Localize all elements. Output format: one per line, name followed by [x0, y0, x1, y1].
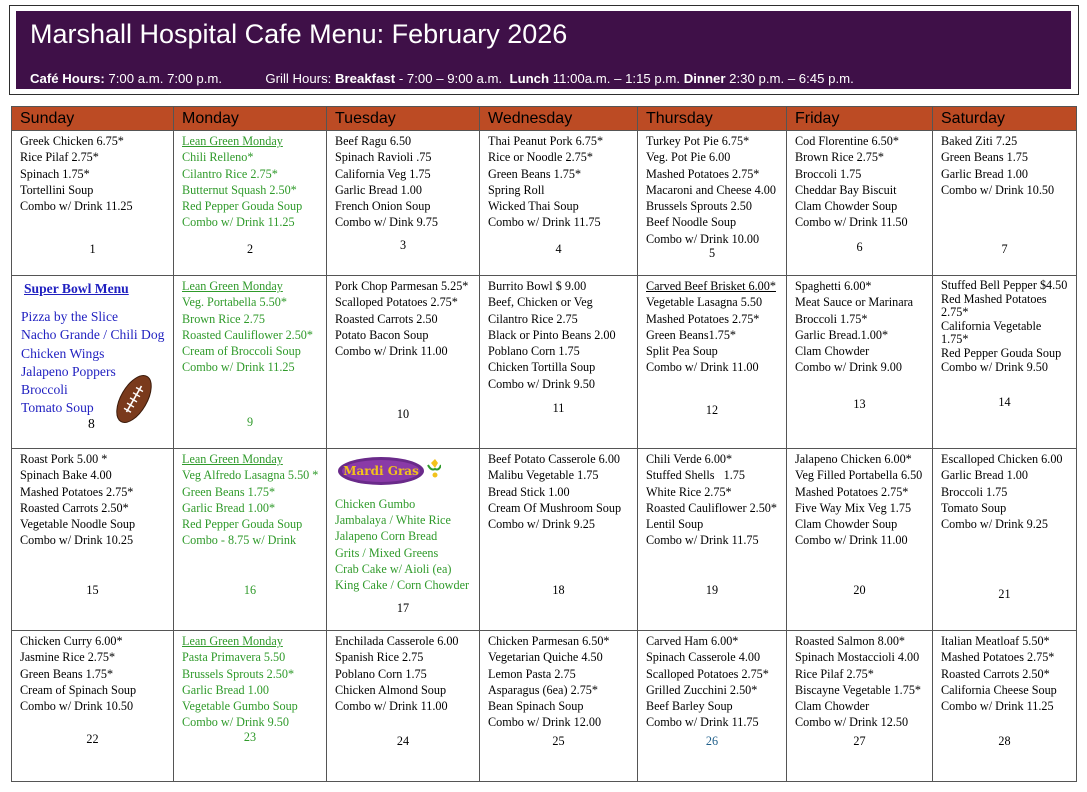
- menu-item: Meat Sauce or Marinara: [795, 295, 914, 310]
- menu-item: Black or Pinto Beans 2.00: [488, 327, 616, 342]
- day-number: 22: [86, 732, 99, 746]
- day-cell: [174, 131, 327, 276]
- menu-item: Burrito Bowl $ 9.00: [488, 279, 587, 293]
- menu-item: Garlic Bread 1.00*: [182, 500, 276, 515]
- menu-item: Cream Of Mushroom Soup: [488, 500, 622, 515]
- day-cell: [327, 631, 480, 782]
- menu-item: Chili Relleno*: [182, 150, 254, 165]
- weekday-monday: Monday: [174, 107, 327, 131]
- menu-item: Combo w/ Drink 11.00: [335, 344, 448, 359]
- menu-item: Green Beans1.75*: [646, 327, 737, 342]
- menu-item: Lentil Soup: [646, 517, 704, 532]
- day-cell: [12, 631, 174, 782]
- day-number: 15: [86, 583, 99, 597]
- dinner-label: Dinner: [683, 71, 726, 86]
- menu-item: Greek Chicken 6.75*: [20, 134, 124, 148]
- day-number: 12: [705, 403, 719, 417]
- menu-item: Mashed Potatoes 2.75*: [941, 650, 1055, 665]
- day-cell-mardi-gras: [327, 449, 480, 631]
- menu-item: Combo w/ Drink 11.25: [941, 699, 1054, 714]
- menu-item: Beef Potato Casserole 6.00: [488, 452, 621, 466]
- menu-item: Rice Pilaf 2.75*: [795, 666, 874, 681]
- breakfast-hours: - 7:00 – 9:00 a.m.: [398, 71, 503, 86]
- day-cell: [480, 276, 638, 449]
- menu-item: Broccoli 1.75: [941, 484, 1008, 499]
- menu-item: Veg. Pot Pie 6.00: [646, 150, 731, 165]
- menu-item: Green Beans 1.75*: [20, 666, 114, 681]
- menu-item: Cod Florentine 6.50*: [795, 134, 899, 148]
- menu-item: Combo w/ Drink 10.50: [941, 182, 1055, 197]
- day-cell: [787, 449, 933, 631]
- day-cell: [174, 449, 327, 631]
- menu-item: Combo w/ Drink 9.25: [488, 517, 595, 532]
- menu-item: Tomato Soup: [941, 500, 1007, 515]
- menu-item: Brussels Sprouts 2.50*: [182, 666, 295, 681]
- day-number: 16: [243, 583, 257, 597]
- day-number: 5: [708, 246, 716, 260]
- menu-item: Broccoli 1.75*: [795, 311, 868, 326]
- menu-item: Spaghetti 6.00*: [795, 279, 872, 293]
- menu-item: Roasted Carrots 2.50*: [20, 500, 129, 515]
- menu-item: Five Way Mix Veg 1.75: [795, 500, 912, 515]
- menu-item: Vegetable Gumbo Soup: [182, 699, 298, 714]
- day-number: 10: [396, 407, 410, 421]
- menu-item: Tortellini Soup: [20, 182, 94, 197]
- menu-item: Chili Verde 6.00*: [646, 452, 733, 466]
- menu-item: Butternut Squash 2.50*: [182, 182, 297, 197]
- weekday-thursday: Thursday: [638, 107, 787, 131]
- menu-item: Clam Chowder: [795, 699, 870, 714]
- menu-item: Garlic Bread.1.00*: [795, 327, 889, 342]
- day-cell: [638, 631, 787, 782]
- menu-item: Grilled Zucchini 2.50*: [646, 682, 758, 697]
- menu-item: Chicken Parmesan 6.50*: [488, 634, 610, 648]
- day-number: 23: [243, 730, 257, 744]
- header-band: [16, 11, 1071, 89]
- menu-item: Garlic Bread 1.00: [941, 166, 1028, 181]
- page-title: Marshall Hospital Cafe Menu: February 2026: [30, 19, 568, 49]
- menu-item: Brussels Sprouts 2.50: [646, 199, 752, 214]
- cafe-hours-value: 7:00 a.m. 7:00 p.m.: [108, 71, 223, 86]
- menu-item: Garlic Bread 1.00: [182, 682, 269, 697]
- menu-item: Mashed Potatoes 2.75*: [20, 484, 134, 499]
- menu-item: Combo w/ Drink 10.25: [20, 533, 134, 548]
- menu-item: Italian Meatloaf 5.50*: [941, 634, 1050, 648]
- hours-line: [30, 71, 854, 86]
- menu-item: Carved Ham 6.00*: [646, 634, 739, 648]
- lean-green-monday-label: Lean Green Monday: [182, 634, 283, 648]
- day-number: 11: [552, 401, 565, 415]
- menu-item: Jalapeno Poppers: [21, 363, 116, 379]
- menu-item: Spinach Bake 4.00: [20, 468, 112, 483]
- mardi-gras-logo: [327, 449, 479, 492]
- menu-item: Green Beans 1.75: [941, 150, 1028, 165]
- day-cell: [638, 449, 787, 631]
- menu-item: Potato Bacon Soup: [335, 327, 429, 342]
- day-cell-super-bowl: [12, 276, 174, 449]
- weekday-friday: Friday: [787, 107, 933, 131]
- menu-item: Lemon Pasta 2.75: [488, 666, 576, 681]
- menu-item: Roasted Carrots 2.50*: [941, 666, 1050, 681]
- menu-item: Asparagus (6ea) 2.75*: [488, 682, 598, 697]
- menu-item: Combo w/ Drink 12.50: [795, 715, 909, 730]
- menu-item: Vegetarian Quiche 4.50: [488, 650, 603, 665]
- menu-item: Cilantro Rice 2.75: [488, 311, 578, 326]
- day-cell: [933, 131, 1077, 276]
- menu-item: Pizza by the Slice: [21, 309, 119, 325]
- menu-item: Spanish Rice 2.75: [335, 650, 424, 665]
- menu-item: Brown Rice 2.75: [182, 311, 265, 326]
- menu-item: Roasted Carrots 2.50: [335, 311, 438, 326]
- day-cell: [12, 449, 174, 631]
- menu-item: Clam Chowder Soup: [795, 199, 898, 214]
- menu-item: Combo w/ Drink 9.50: [182, 715, 289, 730]
- menu-item: Macaroni and Cheese 4.00: [646, 182, 776, 197]
- menu-item: Green Beans 1.75*: [488, 166, 582, 181]
- menu-item: California Vegetable: [941, 318, 1042, 333]
- day-cell: [174, 631, 327, 782]
- menu-item: Clam Chowder Soup: [795, 517, 898, 532]
- menu-item: Combo w/ Drink 9.50: [941, 359, 1048, 374]
- menu-item: Biscayne Vegetable 1.75*: [795, 682, 922, 697]
- menu-item: Beef Barley Soup: [646, 699, 733, 714]
- day-cell: [480, 631, 638, 782]
- day-cell: [787, 631, 933, 782]
- menu-item: 1.75*: [941, 332, 969, 347]
- menu-item: Combo w/ Drink 12.00: [488, 715, 602, 730]
- menu-item: Stuffed Shells 1.75: [646, 468, 745, 483]
- menu-item: Roasted Cauliflower 2.50*: [646, 500, 777, 515]
- menu-item: Cilantro Rice 2.75*: [182, 166, 278, 181]
- day-number: 21: [998, 587, 1011, 601]
- menu-item: Spinach 1.75*: [20, 166, 90, 181]
- menu-item: Roasted Salmon 8.00*: [795, 634, 906, 648]
- menu-item: Combo w/ Drink 10.50: [20, 699, 134, 714]
- menu-item: Combo w/ Dink 9.75: [335, 215, 438, 230]
- menu-item: Grits / Mixed Greens: [335, 545, 439, 560]
- menu-item: Combo w/ Drink 9.00: [795, 360, 902, 375]
- cafe-hours-label: Café Hours:: [30, 71, 105, 86]
- menu-item: Combo w/ Drink 9.25: [941, 517, 1048, 532]
- menu-item: Mashed Potatoes 2.75*: [646, 311, 760, 326]
- menu-item: Combo w/ Drink 10.00: [646, 231, 760, 246]
- week-row: [12, 449, 1077, 631]
- menu-item: White Rice 2.75*: [646, 484, 732, 499]
- menu-calendar: [11, 106, 1077, 782]
- menu-item: Spring Roll: [488, 182, 545, 197]
- day-number: 8: [88, 416, 95, 431]
- day-number: 9: [246, 415, 254, 429]
- menu-item: Chicken Almond Soup: [335, 682, 447, 697]
- menu-item: Combo w/ Drink 11.75: [646, 533, 759, 548]
- menu-item: Red Pepper Gouda Soup: [941, 345, 1062, 360]
- menu-item: Veg Filled Portabella 6.50: [795, 468, 923, 483]
- day-number: 13: [853, 397, 866, 411]
- day-cell: [638, 131, 787, 276]
- weekday-header-row: [12, 107, 1077, 131]
- day-number: 26: [705, 734, 719, 748]
- menu-item: Combo w/ Drink 9.50: [488, 376, 595, 391]
- menu-item: Red Pepper Gouda Soup: [182, 199, 303, 214]
- menu-item: 2.75*: [941, 305, 969, 320]
- menu-item: Wicked Thai Soup: [488, 199, 579, 214]
- menu-item: Enchilada Casserole 6.00: [335, 634, 459, 648]
- day-number: 2: [246, 242, 254, 256]
- mardi-gras-logo-text: Mardi Gras: [343, 464, 419, 478]
- menu-item: Combo w/ Drink 11.75: [646, 715, 759, 730]
- football-icon: [114, 370, 154, 428]
- menu-item: Jalapeno Corn Bread: [335, 529, 438, 544]
- day-number: 4: [555, 242, 562, 256]
- day-cell: [933, 449, 1077, 631]
- menu-item: Combo w/ Drink 11.00: [335, 699, 448, 714]
- menu-item: Pasta Primavera 5.50: [182, 650, 286, 665]
- menu-item: Jasmine Rice 2.75*: [20, 650, 116, 665]
- menu-item: Crab Cake w/ Aioli (ea): [335, 561, 452, 576]
- lean-green-monday-label: Lean Green Monday: [182, 452, 283, 466]
- day-number: 19: [705, 583, 719, 597]
- weekday-sunday: Sunday: [12, 107, 174, 131]
- super-bowl-title: Super Bowl Menu: [24, 281, 129, 296]
- day-number: 6: [856, 240, 863, 254]
- menu-item: Jambalaya / White Rice: [335, 513, 451, 528]
- menu-item: Stuffed Bell Pepper $4.50: [941, 278, 1068, 292]
- menu-item: Clam Chowder: [795, 344, 870, 359]
- menu-item: Combo w/ Drink 11.00: [795, 533, 908, 548]
- day-number: 14: [998, 395, 1011, 409]
- menu-item: Nacho Grande / Chili Dog: [21, 327, 165, 343]
- spacer: [24, 298, 173, 308]
- mardi-gras-icon: [337, 455, 441, 487]
- grill-hours-label: Grill Hours:: [265, 71, 332, 86]
- day-cell: [933, 276, 1077, 449]
- menu-item: Chicken Wings: [21, 345, 105, 361]
- menu-item: Beef Ragu 6.50: [335, 134, 412, 148]
- day-cell: [327, 131, 480, 276]
- menu-item: Mashed Potatoes 2.75*: [646, 166, 760, 181]
- menu-item: Rice or Noodle 2.75*: [488, 150, 593, 165]
- lean-green-monday-label: Lean Green Monday: [182, 279, 283, 293]
- menu-item: Red Pepper Gouda Soup: [182, 517, 303, 532]
- menu-item: Green Beans 1.75*: [182, 484, 276, 499]
- day-number: 25: [552, 734, 565, 748]
- menu-item: Spinach Ravioli .75: [335, 150, 432, 165]
- week-row: [12, 131, 1077, 276]
- day-number: 7: [1001, 242, 1008, 256]
- day-cell: [12, 131, 174, 276]
- menu-item: Bread Stick 1.00: [488, 484, 570, 499]
- menu-item: Combo w/ Drink 11.25: [20, 199, 133, 214]
- day-cell: [327, 276, 480, 449]
- menu-item: Veg Alfredo Lasagna 5.50 *: [182, 468, 319, 483]
- menu-item: California Cheese Soup: [941, 682, 1057, 697]
- lunch-label: Lunch: [509, 71, 550, 86]
- menu-item: Veg. Portabella 5.50*: [182, 295, 287, 310]
- day-number: 24: [396, 734, 410, 748]
- menu-item: Jalapeno Chicken 6.00*: [795, 452, 912, 466]
- menu-item: Poblano Corn 1.75: [335, 666, 427, 681]
- menu-item: Pork Chop Parmesan 5.25*: [335, 279, 469, 293]
- menu-item: Broccoli 1.75: [795, 166, 862, 181]
- day-cell: [480, 449, 638, 631]
- menu-item: Tomato Soup: [21, 400, 94, 416]
- day-cell: [933, 631, 1077, 782]
- day-cell: [480, 131, 638, 276]
- menu-item: Spinach Mostaccioli 4.00: [795, 650, 920, 665]
- menu-item: Brown Rice 2.75*: [795, 150, 885, 165]
- menu-item: Vegetable Lasagna 5.50: [646, 295, 763, 310]
- menu-item: Cream of Broccoli Soup: [182, 344, 301, 359]
- menu-item: Garlic Bread 1.00: [335, 182, 422, 197]
- menu-item: Cream of Spinach Soup: [20, 682, 137, 697]
- menu-item: Combo w/ Drink 11.75: [488, 215, 601, 230]
- menu-item: Turkey Pot Pie 6.75*: [646, 134, 750, 148]
- day-number: 27: [853, 734, 866, 748]
- menu-item: Mashed Potatoes 2.75*: [795, 484, 909, 499]
- menu-item: Chicken Gumbo: [335, 497, 416, 511]
- menu-item: Escalloped Chicken 6.00: [941, 452, 1063, 466]
- menu-item: Chicken Tortilla Soup: [488, 360, 596, 375]
- weekday-tuesday: Tuesday: [327, 107, 480, 131]
- menu-item: Baked Ziti 7.25: [941, 134, 1018, 148]
- menu-item: Roast Pork 5.00 *: [20, 452, 108, 466]
- menu-item: Broccoli: [21, 382, 68, 398]
- week-row: [12, 631, 1077, 782]
- day-number: 1: [89, 242, 96, 256]
- day-number: 3: [399, 238, 407, 252]
- menu-item: King Cake / Corn Chowder: [335, 578, 470, 593]
- menu-item: French Onion Soup: [335, 199, 431, 214]
- day-number: 17: [396, 601, 410, 615]
- menu-item: Spinach Casserole 4.00: [646, 650, 761, 665]
- menu-item: Scalloped Potatoes 2.75*: [646, 666, 769, 681]
- menu-item: Carved Beef Brisket 6.00*: [646, 279, 776, 293]
- menu-item: Bean Spinach Soup: [488, 699, 584, 714]
- day-cell: [787, 131, 933, 276]
- menu-item: Roasted Cauliflower 2.50*: [182, 327, 313, 342]
- menu-item: Beef, Chicken or Veg: [488, 295, 593, 310]
- day-number: 28: [998, 734, 1011, 748]
- weekday-wednesday: Wednesday: [480, 107, 638, 131]
- breakfast-label: Breakfast: [335, 71, 396, 86]
- menu-item: Split Pea Soup: [646, 344, 718, 359]
- menu-item: Malibu Vegetable 1.75: [488, 468, 599, 483]
- menu-item: Vegetable Noodle Soup: [20, 517, 136, 532]
- header-frame: [9, 5, 1079, 95]
- day-cell: [174, 276, 327, 449]
- menu-item: Garlic Bread 1.00: [941, 468, 1028, 483]
- menu-item: Thai Peanut Pork 6.75*: [488, 134, 604, 148]
- day-cell: [787, 276, 933, 449]
- dinner-hours: 2:30 p.m. – 6:45 p.m.: [729, 71, 854, 86]
- week-row: [12, 276, 1077, 449]
- menu-item: Combo w/ Drink 11.25: [182, 215, 295, 230]
- menu-item: Combo w/ Drink 11.00: [646, 360, 759, 375]
- day-number: 20: [853, 583, 866, 597]
- menu-item: Poblano Corn 1.75: [488, 344, 580, 359]
- menu-item: Cheddar Bay Biscuit: [795, 182, 897, 197]
- menu-item: Combo - 8.75 w/ Drink: [182, 533, 297, 548]
- menu-item: Beef Noodle Soup: [646, 215, 737, 230]
- day-number: 18: [552, 583, 565, 597]
- menu-item: Combo w/ Drink 11.50: [795, 215, 908, 230]
- menu-item: Combo w/ Drink 11.25: [182, 360, 295, 375]
- menu-item: Rice Pilaf 2.75*: [20, 150, 99, 165]
- menu-item: Red Mashed Potatoes: [941, 291, 1047, 306]
- lunch-hours: 11:00a.m. – 1:15 p.m.: [552, 71, 681, 86]
- lean-green-monday-label: Lean Green Monday: [182, 134, 283, 148]
- weekday-saturday: Saturday: [933, 107, 1077, 131]
- day-cell: [638, 276, 787, 449]
- menu-item: Chicken Curry 6.00*: [20, 634, 123, 648]
- menu-item: Scalloped Potatoes 2.75*: [335, 295, 458, 310]
- menu-item: California Veg 1.75: [335, 166, 431, 181]
